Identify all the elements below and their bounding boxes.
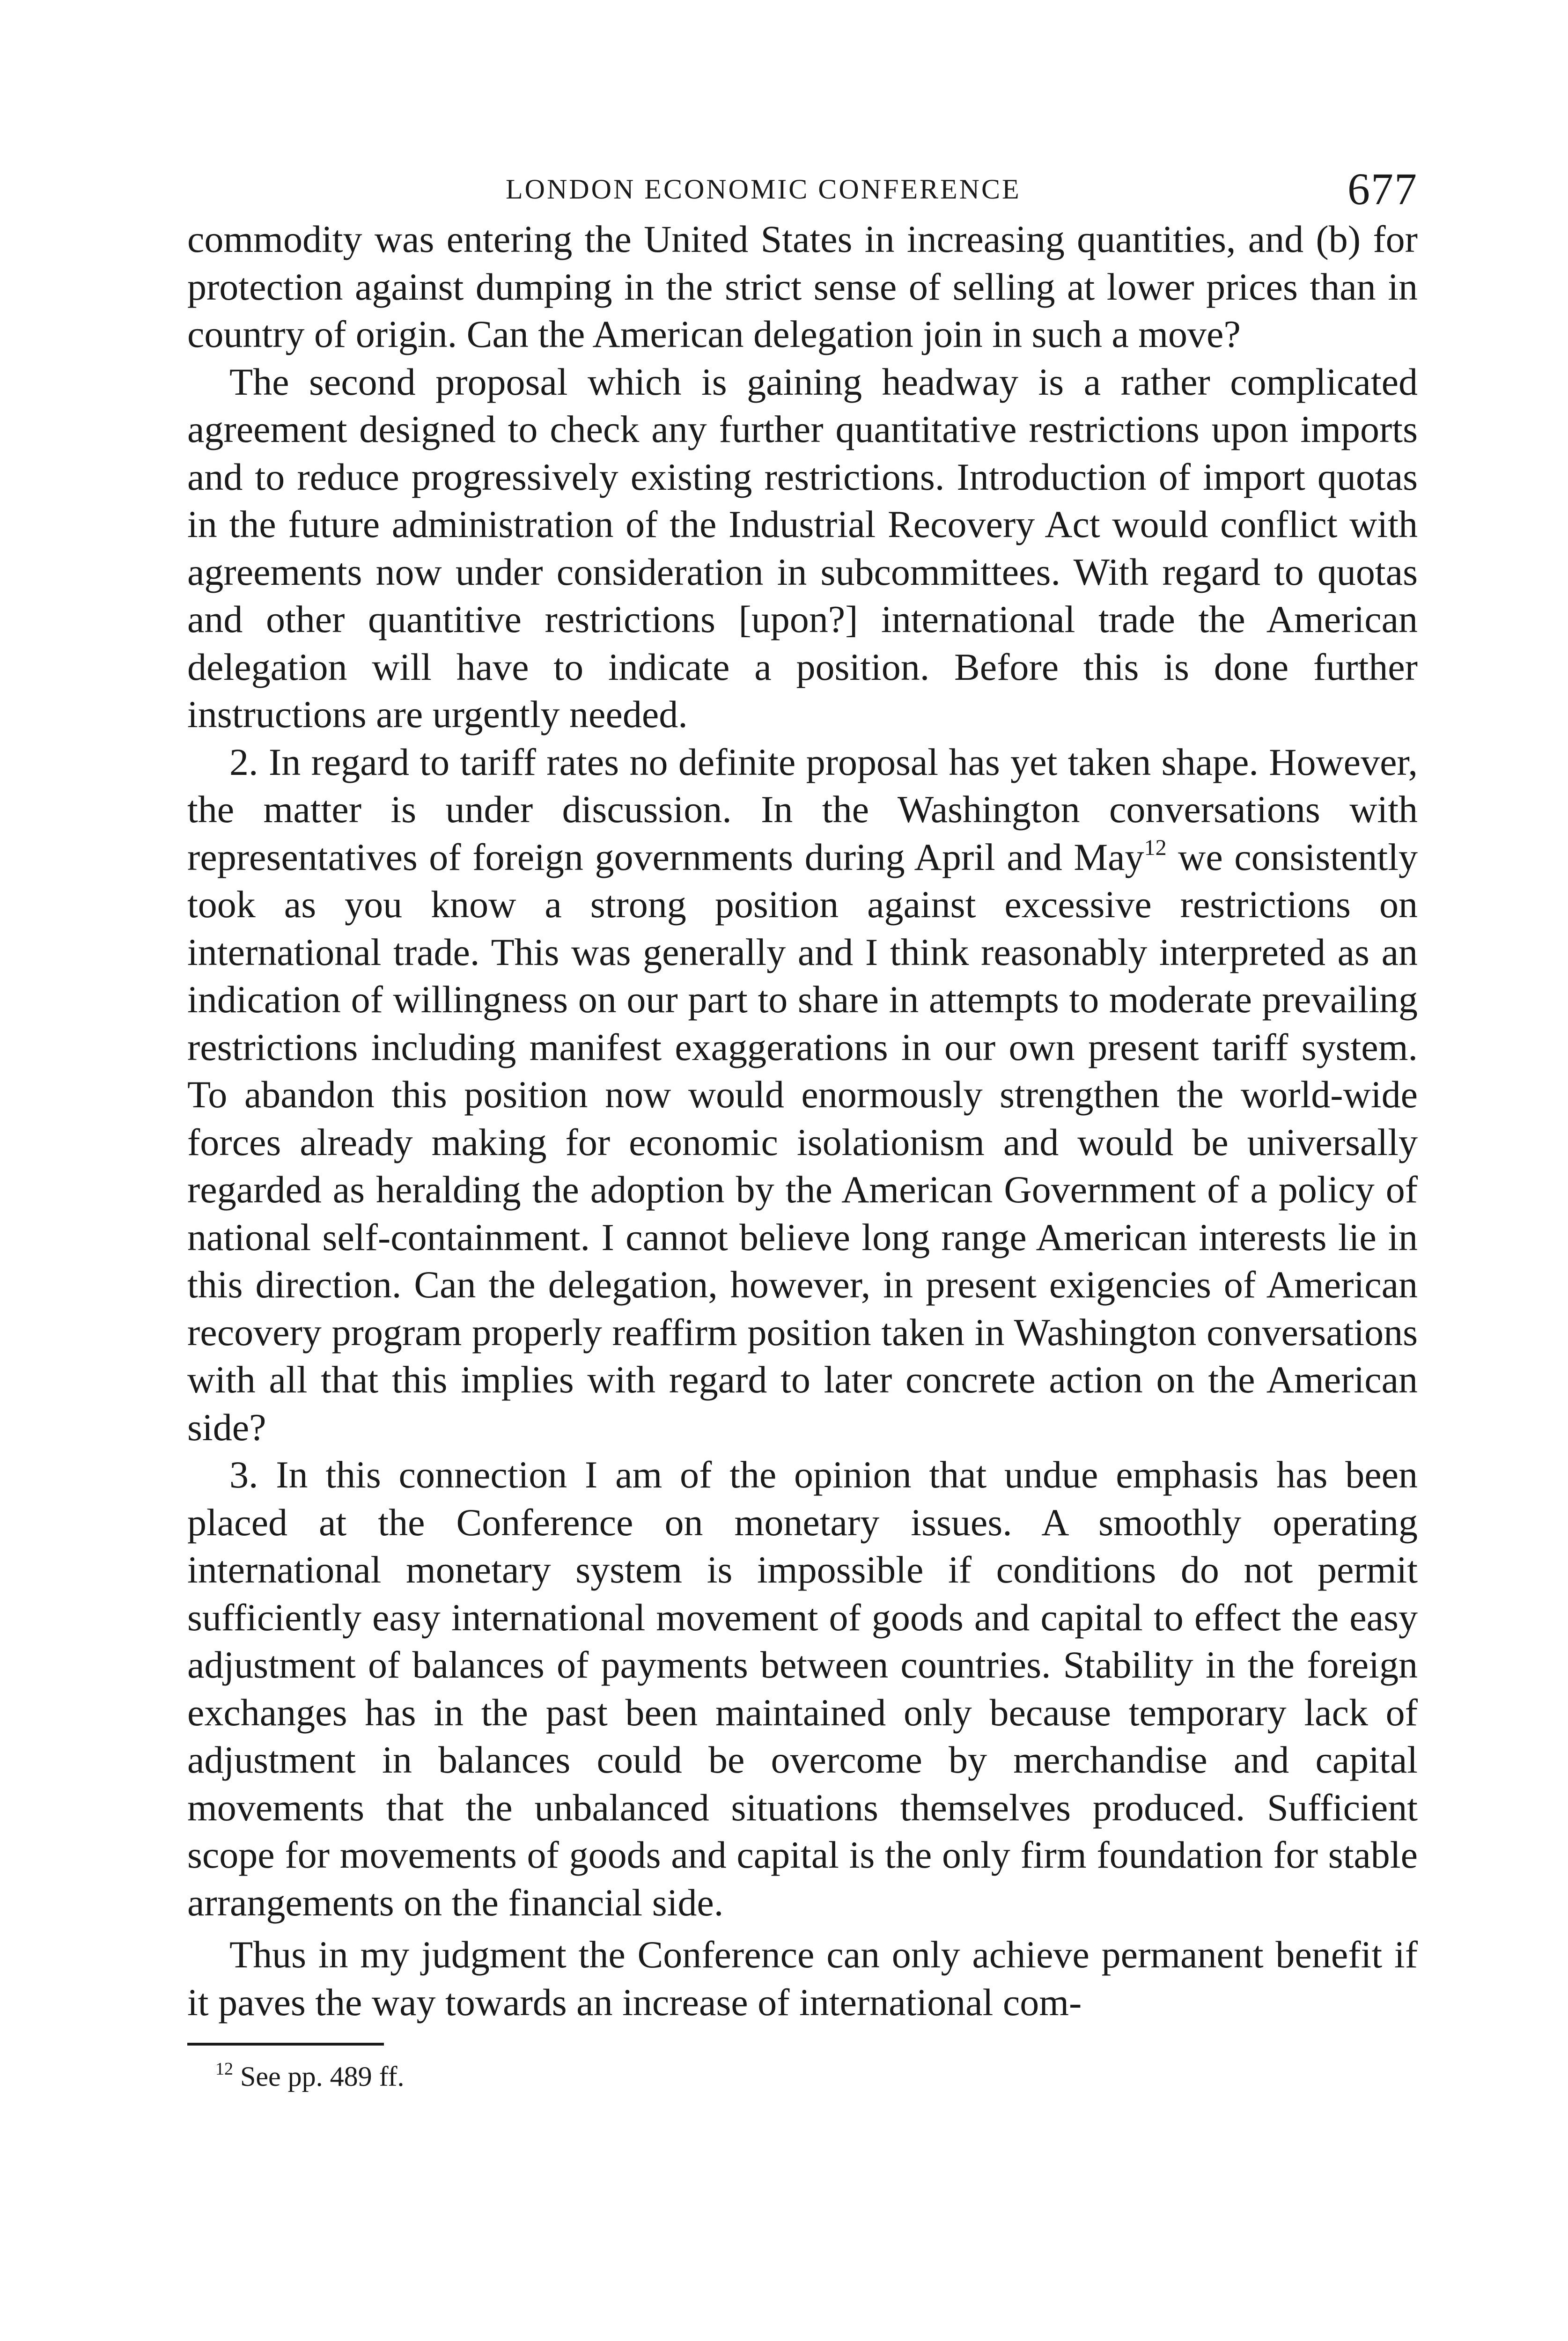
paragraph-4: 3. In this connection I am of the opinion that undue emphasis has been placed at the Conference on monetary issues. A smoothly operating international monetary system is impossible if conditions do not permit sufficiently easy international movement of goods and capital to effect the easy adjustment of balances of payments between countries. Stability in the foreign exchanges has in the past been maintained only because temporary lack of adjustment in balances could be overcome by merchandise and capital movements that the unbalanced situations themselves produced. Sufficient scope for movements of goods and capital is the only firm foundation for stable arrangements on the financial side. xyxy=(187,1453,1418,1924)
footnote xyxy=(215,2058,1418,2095)
paragraph-1: commodity was entering the United States in increasing quantities, and (b) for protection against dumping in the strict sense of selling at lower prices than in country of origin. Can the American delegation join in such a move? xyxy=(187,218,1418,355)
running-head xyxy=(187,155,1418,214)
paragraph-5: Thus in my judgment the Conference can only achieve permanent benefit if it paves the way towards an increase of international com- xyxy=(187,1933,1418,2024)
footnote-divider xyxy=(187,2043,384,2046)
footnote-marker: 12 xyxy=(215,2059,233,2079)
paragraph-2: The second proposal which is gaining headway is a rather complicated agreement designed to check any further quantitative restrictions upon imports and to reduce progressively existing restrictions. Introduction of import quotas in the future administration of the Industrial Recovery Act would conflict with agreements now under consideration in subcommittees. With regard to quotas and other quantitive restrictions [upon?] international trade the American delegation will have to indicate a position. Before this is done further instructions are urgently needed. xyxy=(187,360,1418,736)
running-title: LONDON ECONOMIC CONFERENCE xyxy=(506,174,1021,205)
paragraph-3-part-2: we consistently took as you know a strong position against excessive restrictions on international trade. This was generally and I think reasonably interpreted as an indication of willingness on our part to share in attempts to moderate prevailing restrictions including manifest exaggerations in our own present tariff system. To abandon this position now would enormously strengthen the world-wide forces already making for economic isolationism and would be universally regarded as heralding the adoption by the American Government of a policy of national self-containment. I cannot believe long range American interests lie in this direction. Can the delegation, however, in present exigencies of American recovery program properly reaffirm position taken in Washington conversations with all that this implies with regard to later concrete action on the American side? xyxy=(187,835,1418,1449)
paragraph-3 xyxy=(187,738,1418,1451)
footnote-reference: 12 xyxy=(1144,835,1167,860)
page-number: 677 xyxy=(1347,164,1418,214)
paragraph-3-part-1: 2. In regard to tariff rates no definite proposal has yet taken shape. However, the matter is under discussion. In the Washington conversations with representatives of foreign governments during April and May xyxy=(187,740,1418,878)
body-text xyxy=(187,215,1418,2026)
document-page xyxy=(187,155,1418,2095)
footnote-text: See pp. 489 ff. xyxy=(240,2061,405,2092)
